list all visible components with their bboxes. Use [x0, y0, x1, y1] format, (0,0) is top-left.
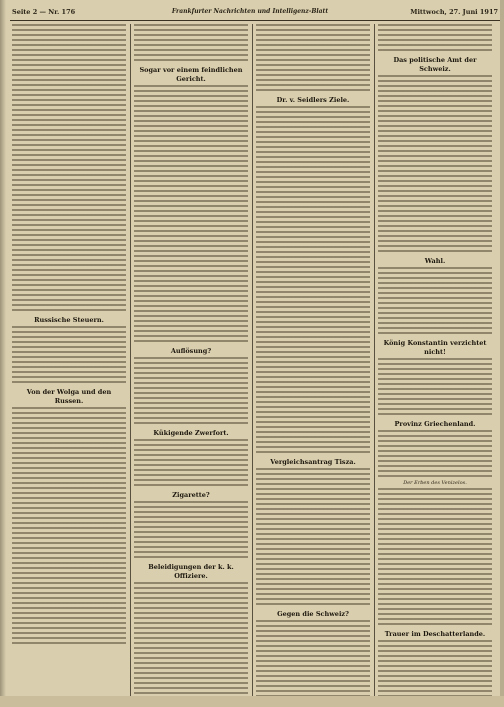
paper-title: Frankfurter Nachrichten und Intelligenz-Blatt [171, 8, 329, 15]
article-text [134, 439, 248, 489]
article-text [378, 267, 492, 337]
article-text [378, 640, 492, 696]
page-edge [500, 0, 504, 707]
article-heading: Auflösung? [170, 347, 212, 355]
article-heading: Das politische Amt der Schweiz. [393, 56, 477, 73]
article-text [256, 24, 370, 94]
column-4 [378, 24, 492, 696]
article-text [134, 582, 248, 696]
column-1 [12, 24, 126, 696]
article-text [378, 24, 492, 54]
article-heading: Kükigende Zwerfort. [153, 429, 229, 437]
article-heading: Russische Steuern. [34, 316, 104, 324]
article-text [134, 85, 248, 345]
column-rule [130, 24, 131, 696]
article-text [378, 358, 492, 418]
issue-date: Mittwoch, 27. Juni 1917 [410, 8, 498, 16]
article-heading: Beleidigungen der k. k. Offiziere. [148, 563, 234, 580]
article-text [12, 407, 126, 647]
article-text [134, 24, 248, 64]
article-text [378, 75, 492, 255]
article-text [134, 501, 248, 561]
article-text [378, 430, 492, 480]
page-label: Seite 2 — Nr. 176 [12, 8, 76, 16]
page-bottom-margin [0, 696, 504, 707]
article-text [378, 488, 492, 628]
article-heading: Sogar vor einem feindlichen Gericht. [139, 66, 243, 83]
article-heading: Provinz Griechenland. [394, 420, 476, 428]
article-heading: Dr. v. Seidlers Ziele. [276, 96, 350, 104]
binding-shadow [0, 0, 6, 707]
article-heading: König Konstantin verzichtet nicht! [383, 339, 487, 356]
article-heading: Vergleichsantrag Tisza. [270, 458, 356, 466]
article-heading: Zigarette? [172, 491, 210, 499]
masthead [10, 4, 500, 21]
column-2 [134, 24, 248, 696]
column-3 [256, 24, 370, 696]
article-text [134, 357, 248, 427]
article-subheading: Der Erben des Venizelos. [403, 480, 467, 486]
article-heading: Wahl. [424, 257, 446, 265]
column-rule [374, 24, 375, 696]
article-text [12, 326, 126, 386]
article-text [256, 468, 370, 608]
article-text [256, 106, 370, 456]
article-heading: Gegen die Schweiz? [277, 610, 349, 618]
article-text [12, 24, 126, 314]
column-rule [252, 24, 253, 696]
article-text [256, 620, 370, 696]
article-heading: Trauer im Deschatterlande. [384, 630, 486, 638]
article-heading: Von der Wolga und den Russen. [26, 388, 112, 405]
